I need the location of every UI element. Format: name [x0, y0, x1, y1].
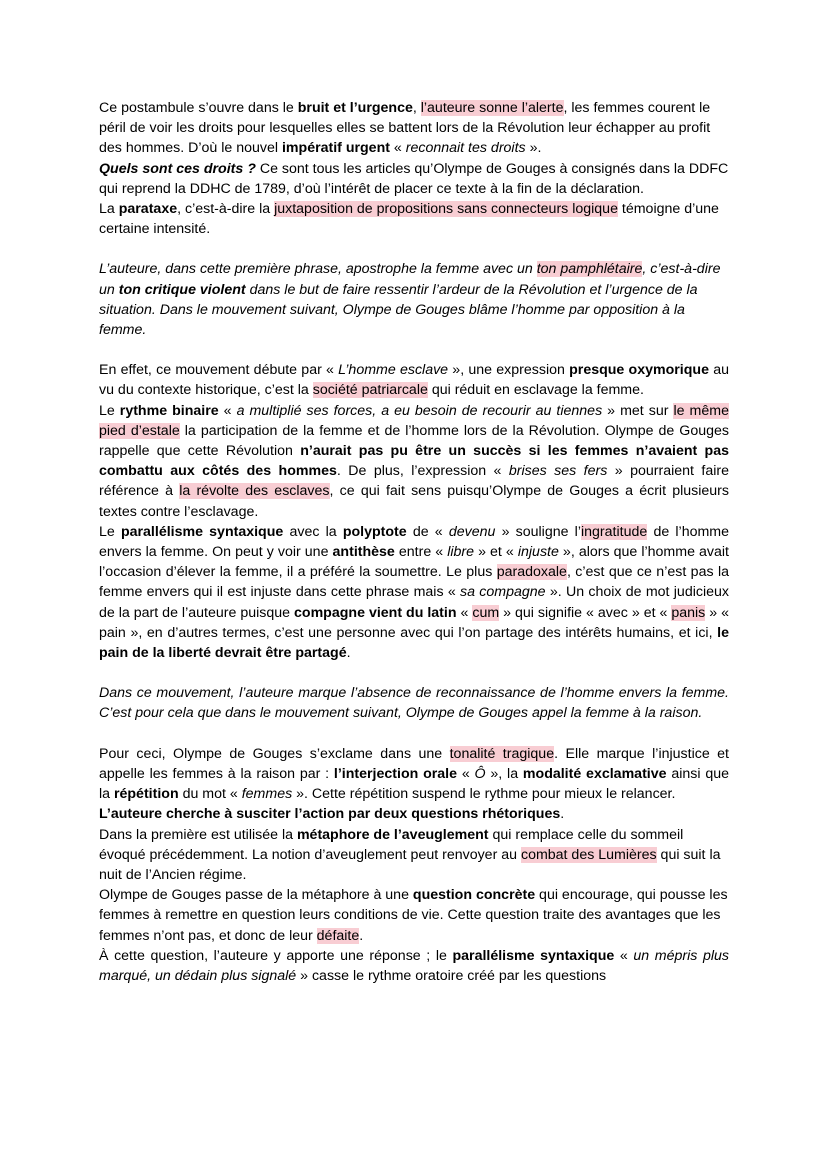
text-run: Le — [99, 523, 121, 540]
highlighted-text: société patriarcale — [312, 382, 428, 399]
bold-text: bruit et l’urgence — [297, 100, 413, 116]
italic-text: reconnait tes droits — [405, 140, 526, 157]
text-run: » « pain », en d’autres termes, c’est une personne avec qui l’on partage des intérêts humains, et ici, — [99, 604, 730, 641]
text-run: « — [614, 947, 634, 964]
paragraph — [99, 401, 729, 522]
text-run: de « — [406, 523, 449, 540]
text-run: Olympe de Gouges passe de la métaphore à une — [99, 887, 413, 904]
text-run: ». — [525, 140, 542, 157]
text-run: , c’est que ce n’est pas la femme envers qui il est injuste dans cette phrase mais « — [99, 564, 729, 601]
text-run: En effet, ce mouvement débute par « — [99, 362, 339, 379]
bold-text: répétition — [113, 786, 179, 803]
text-run: Dans ce mouvement, l’auteure marque l’absence de reconnaissance de l’homme envers la femme. C’est pour cela que dans le mouvement suivant, Olympe de Gouges appel la femme à la raison. — [99, 685, 729, 722]
highlighted-text: la révolte des esclaves — [179, 483, 330, 500]
text-run: au vu du contexte historique, c’est la — [99, 362, 729, 399]
text-run: la participation de la femme et de l’homme lors de la Révolution. Olympe de Gouges rappelle que cette Révolution — [99, 422, 729, 460]
highlighted-text: ton pamphlétaire — [536, 261, 643, 278]
italic-text: sa compagne — [460, 584, 546, 601]
text-run: Ce sont tous les articles qu’Olympe de Gouges à consignés dans la DDFC qui reprend la DDHC de 1789, d’où l’intérêt de placer ce texte à la fin de la déclaration. — [99, 160, 729, 197]
highlighted-text: paradoxale — [496, 564, 567, 581]
text-run: », la — [485, 765, 523, 782]
text-run: », une expression — [448, 362, 570, 379]
text-run: « — [457, 765, 475, 782]
text-run: Le — [99, 402, 120, 419]
bold-text: ton critique violent — [118, 281, 246, 298]
italic-text: devenu — [448, 523, 496, 540]
text-run: qui encourage, qui pousse les femmes à remettre en question leurs conditions de vie. Cette question traite des avantages que les femmes n’ont pas, et donc de leur — [99, 887, 728, 944]
text-run: , — [412, 100, 421, 116]
bold-text: L’auteure cherche à susciter l’action par deux questions rhétoriques — [99, 806, 561, 823]
text-run: , ce qui fait sens puisqu’Olympe de Gouges a écrit plusieurs textes contre l’esclavage. — [99, 483, 729, 520]
paragraph-spacer — [99, 724, 729, 744]
bold-text: question concrète — [412, 887, 536, 904]
highlighted-text: combat des Lumières — [520, 846, 657, 863]
paragraph — [99, 259, 729, 340]
text-run: Dans la première est utilisée la — [99, 826, 297, 843]
text-run: . De plus, l’expression « — [336, 463, 509, 480]
paragraph — [99, 522, 729, 663]
bold-text: parataxe — [118, 201, 178, 218]
text-run: , c’est-à-dire la — [177, 201, 275, 218]
text-run: » qui signifie « avec » et « — [499, 604, 672, 621]
italic-text: Ô — [474, 765, 486, 782]
text-run: » pourraient faire référence à — [99, 463, 729, 500]
highlighted-text: juxtaposition de propositions sans connecteurs logique — [274, 201, 618, 218]
bold-text: modalité exclamative — [522, 765, 667, 782]
text-run: » souligne l’ — [495, 523, 581, 540]
bold-text: rythme binaire — [119, 402, 219, 419]
text-run: Pour ceci, Olympe de Gouges s’exclame dans une — [99, 745, 450, 762]
paragraph-spacer — [99, 340, 729, 360]
text-run: À cette question, l’auteure y apporte une réponse ; le — [99, 947, 453, 964]
italic-text: a multiplié ses forces, a eu besoin de recourir au tiennes — [236, 402, 603, 419]
text-run: ». Cette répétition suspend le rythme pour mieux le relancer. — [292, 786, 676, 803]
paragraph — [99, 825, 729, 886]
bold-text: le pain de la liberté devrait être partagé — [99, 624, 729, 662]
text-run: », alors que l’homme avait l’occasion d’élever la femme, il a préféré la soumettre. Le plus — [99, 544, 729, 581]
text-run: de l’homme envers la femme. On peut y voir une — [99, 523, 730, 561]
text-run: dans le but de faire ressentir l’ardeur de la Révolution et l’urgence de la situation. Dans le mouvement suivant, Olympe de Gouges blâme l’homme par opposition à la femme. — [99, 281, 698, 339]
text-run: . — [359, 927, 364, 944]
paragraph — [99, 199, 729, 239]
text-run: témoigne d’une certaine intensité. — [99, 201, 719, 238]
highlighted-text: tonalité tragique — [449, 745, 555, 762]
bold-text: impératif urgent — [281, 140, 390, 157]
italic-text: L’homme esclave — [338, 362, 449, 379]
text-run: . — [346, 645, 351, 662]
text-run: « — [456, 604, 473, 621]
text-run: , c’est-à-dire un — [99, 261, 721, 298]
paragraph — [99, 159, 729, 199]
text-run: qui suit la nuit de l’Ancien régime. — [99, 846, 721, 883]
paragraph — [99, 885, 729, 946]
text-run: » casse le rythme oratoire créé par les questions — [296, 967, 607, 984]
text-run: » met sur — [602, 402, 674, 419]
italic-text: brises ses fers — [508, 463, 608, 480]
text-run: « — [218, 402, 237, 419]
highlighted-text: le même pied d’estale — [99, 402, 729, 439]
paragraph — [99, 683, 729, 723]
paragraph — [99, 98, 729, 159]
text-run: ». Un choix de mot judicieux de la part de l’auteure puisque — [99, 584, 729, 621]
text-run: du mot « — [178, 786, 242, 803]
text-run: Ce postambule s’ouvre dans le — [99, 100, 298, 116]
text-run: » et « — [474, 544, 518, 561]
text-run: qui réduit en esclavage la femme. — [427, 382, 644, 399]
text-run: entre « — [394, 544, 448, 561]
highlighted-text: cum — [472, 604, 500, 621]
italic-text: un mépris plus marqué, un dédain plus signalé — [99, 947, 729, 984]
highlighted-text: défaite — [316, 927, 360, 944]
bold-text: parallélisme syntaxique — [452, 947, 615, 964]
text-run: . Elle marque l’injustice et appelle les femmes à la raison par : — [99, 745, 729, 782]
bold-text: parallélisme syntaxique — [120, 523, 284, 540]
bold-text: l’interjection orale — [333, 765, 457, 782]
italic-text: libre — [447, 544, 475, 561]
bold-text: métaphore de l’aveuglement — [296, 826, 489, 843]
italic-text: injuste — [517, 544, 559, 561]
text-run: avec la — [283, 523, 343, 540]
text-run: , les femmes courent le péril de voir les droits pour lesquelles elles se battent lors de la Révolution leur échapper au profit des hommes. D’où le nouvel — [99, 100, 711, 157]
text-run: ainsi que la — [99, 765, 730, 803]
highlighted-text: l’auteure sonne l’alerte — [420, 100, 564, 116]
paragraph — [99, 360, 729, 400]
highlighted-text: ingratitude — [581, 523, 648, 540]
text-run: La — [99, 201, 119, 218]
text-run: L’auteure, dans cette première phrase, apostrophe la femme avec un — [99, 261, 537, 278]
bold-text: antithèse — [332, 544, 395, 561]
bold-text: n’aurait pas pu être un succès si les femmes n’avaient pas combattu aux côtés des hommes — [99, 443, 729, 480]
bold-text: compagne vient du latin — [294, 604, 457, 621]
paragraph-spacer — [99, 663, 729, 683]
document-page — [99, 98, 729, 986]
paragraph — [99, 946, 729, 986]
italic-text: femmes — [241, 786, 293, 803]
highlighted-text: panis — [671, 604, 706, 621]
paragraph — [99, 804, 729, 824]
bold-text: presque oxymorique — [569, 362, 709, 379]
text-run: « — [389, 140, 406, 157]
paragraph-spacer — [99, 239, 729, 259]
text-run: . — [560, 806, 565, 823]
paragraph — [99, 744, 729, 805]
bold-text: Quels sont ces droits ? — [99, 160, 256, 177]
bold-text: polyptote — [342, 523, 407, 540]
text-run: qui remplace celle du sommeil évoqué précédemment. La notion d’aveuglement peut renvoyer au — [99, 826, 684, 863]
